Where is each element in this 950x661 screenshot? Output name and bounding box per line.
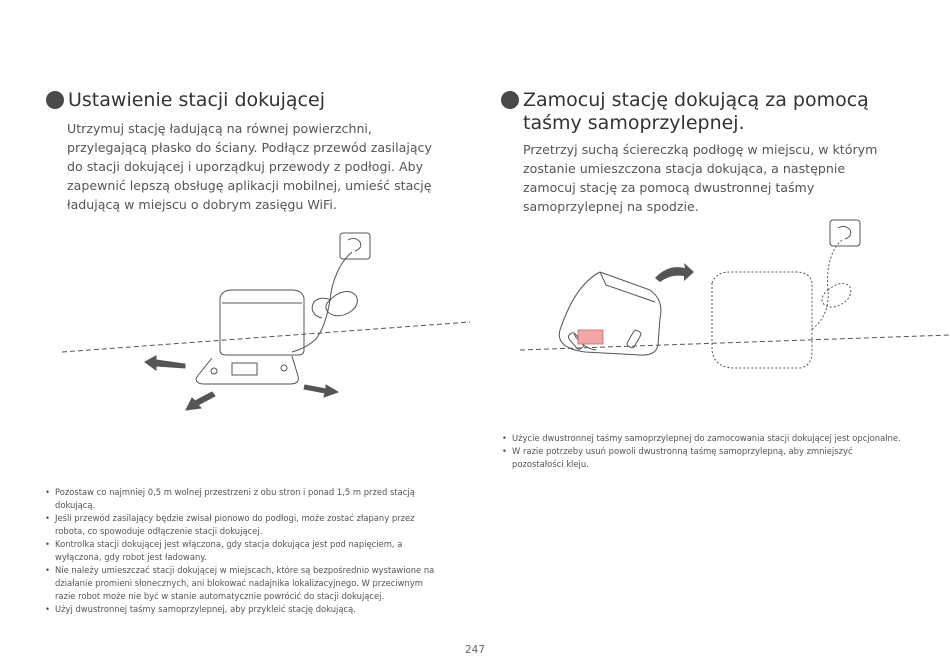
- wall-socket-icon: [340, 233, 370, 259]
- flip-arrow-icon: [655, 263, 694, 282]
- station-underside-icon: [559, 272, 661, 355]
- power-cable: [810, 240, 842, 330]
- adhesive-tape-illustration: [500, 215, 950, 415]
- right-description: Przetrzyj suchą ściereczką podłogę w miejscu, w którym zostanie umieszczona stacja dokująca, a następnie zamocuj stację za pomocą dwustronnej taśmy samoprzylepnej na spodzie.: [523, 142, 878, 214]
- list-item: • Użycie dwustronnej taśmy samoprzylepnej do zamocowania stacji dokującej jest opcjonalne.: [502, 432, 902, 445]
- docking-station-icon: [196, 290, 304, 384]
- list-item: • Jeśli przewód zasilający będzie zwisał pionowo do podłogi, może zostać złapany przez robota, co spowoduje odłączenie stacji dokującej.: [45, 512, 435, 538]
- page-number: 247: [464, 644, 486, 656]
- list-item: • Użyj dwustronnej taśmy samoprzylepnej, aby przykleić stację dokującą.: [45, 603, 435, 616]
- left-title-text: Ustawienie stacji dokującej: [68, 89, 325, 111]
- wall-socket-icon: [830, 220, 860, 246]
- left-description: Utrzymuj stację ładującą na równej powierzchni, przylegającą płasko do ściany. Podłącz przewód zasilający do stacji dokującej i uporządkuj przewody z podłogi. Aby zapewnić lepszą obsługę aplikacji mobilnej, umieść stację ładującą w miejscu o dobrym zasięgu WiFi.: [67, 121, 432, 212]
- list-item: • Pozostaw co najmniej 0,5 m wolnej przestrzeni z obu stron i ponad 1,5 m przed stacją dokującą.: [45, 486, 435, 512]
- adhesive-tape-icon: [578, 330, 603, 344]
- station-outline-icon: [712, 272, 812, 368]
- list-item: • Kontrolka stacji dokującej jest włączona, gdy stacja dokująca jest pod napięciem, a wyłączona, gdy robot jest ładowany.: [45, 538, 435, 564]
- right-section-title: [501, 89, 901, 135]
- bullet-dot-icon: [501, 91, 519, 109]
- power-cable: [292, 252, 352, 352]
- clearance-arrows-icon: [145, 356, 338, 410]
- dock-placement-illustration: [0, 225, 470, 455]
- left-section-title: [46, 89, 466, 112]
- list-item: • W razie potrzeby usuń powoli dwustronną taśmę samoprzylepną, aby zmniejszyć pozostałości kleju.: [502, 445, 902, 471]
- bullet-dot-icon: [46, 91, 64, 109]
- left-notes-list: [45, 486, 435, 616]
- list-item: • Nie należy umieszczać stacji dokującej w miejscach, które są bezpośrednio wystawione na działanie promieni słonecznych, ani blokować nadajnika lokalizacyjnego. W przeciwnym razie robot może nie być w stanie automatycznie powrócić do stacji dokującej.: [45, 564, 435, 603]
- right-title-text: Zamocuj stację dokującą za pomocą taśmy samoprzylepnej.: [523, 89, 869, 134]
- right-notes-list: [502, 432, 902, 471]
- wall-floor-line: [62, 322, 470, 352]
